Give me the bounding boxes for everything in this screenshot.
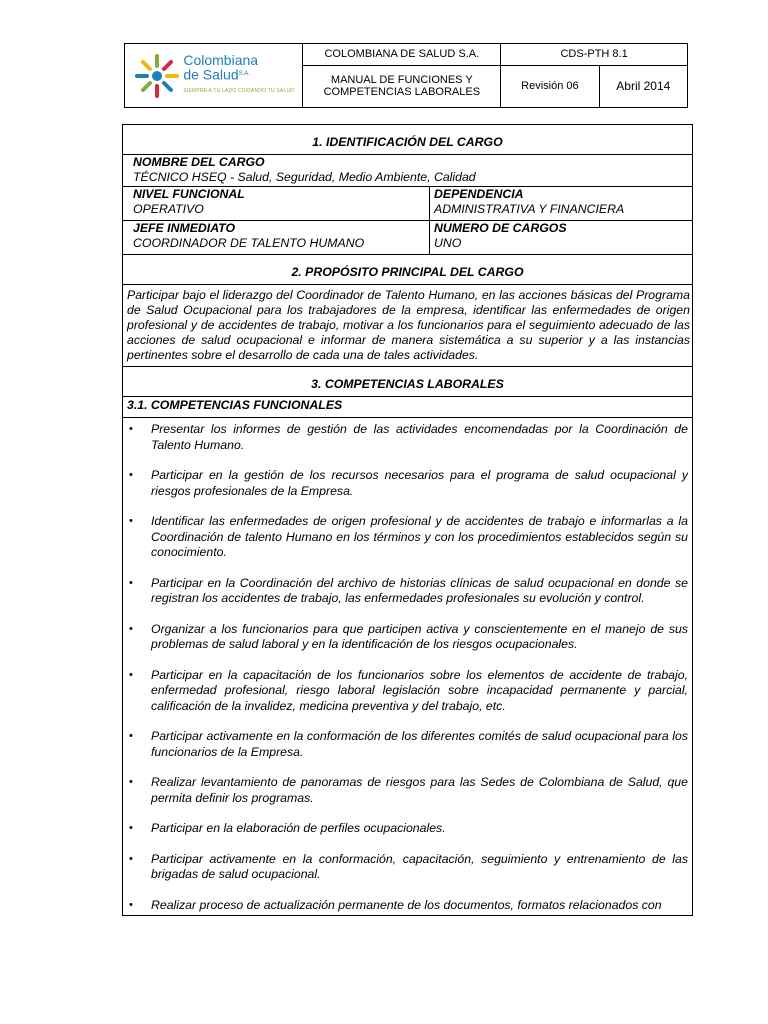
boss-label: JEFE INMEDIATO bbox=[133, 221, 236, 235]
list-item-text: Organizar a los funcionarios para que participen activa y conscientemente en el manejo de sus problemas de salud laboral y en la identificación de los riesgos ocupacionales. bbox=[151, 621, 688, 651]
count-value: UNO bbox=[434, 236, 462, 250]
list-item-text: Participar activamente en la conformación de los diferentes comités de salud ocupacional para los funcionarios de la Empresa. bbox=[151, 729, 688, 759]
bullet-icon: • bbox=[129, 852, 133, 865]
logo-suffix: S.A. bbox=[238, 71, 250, 78]
list-item bbox=[127, 622, 688, 653]
level-label: NIVEL FUNCIONAL bbox=[133, 187, 245, 201]
purpose-text: Participar bajo el liderazgo del Coordinador de Talento Humano, en las acciones básicas del Programa de Salud Ocupacional para los trabajadores de la empresa, identificar las enfermedades de origen profesional y de accidentes de trabajo, motivar a los funcionarios para el seguimiento adecuado de las acciones de salud ocupacional e informar de manera sistemática a su superior y a las instancias pertinentes sobre el desarrollo de cada una de tales actividades. bbox=[123, 285, 693, 367]
boss-value: COORDINADOR DE TALENTO HUMANO bbox=[133, 236, 365, 250]
bullet-icon: • bbox=[129, 622, 133, 635]
bullet-icon: • bbox=[129, 730, 133, 742]
dependency-label: DEPENDENCIA bbox=[434, 187, 524, 201]
competencies-list bbox=[127, 422, 688, 913]
logo-cell bbox=[125, 44, 303, 108]
list-item bbox=[127, 729, 688, 760]
section-purpose-title: 2. PROPÓSITO PRINCIPAL DEL CARGO bbox=[123, 255, 693, 285]
list-item bbox=[127, 576, 688, 607]
list-item bbox=[127, 821, 688, 837]
bullet-icon: • bbox=[129, 515, 133, 527]
document-header bbox=[124, 43, 688, 108]
logo-name-line1: Colombiana bbox=[183, 52, 259, 69]
revision-date: Abril 2014 bbox=[599, 65, 687, 107]
count-label: NUMERO DE CARGOS bbox=[434, 221, 567, 235]
bullet-icon: • bbox=[129, 576, 133, 589]
sun-logo-icon bbox=[133, 52, 181, 100]
list-item-text: Participar activamente en la conformación, capacitación, seguimiento y entrenamiento de las brigadas de salud ocupacional. bbox=[151, 851, 688, 881]
company-name: COLOMBIANA DE SALUD S.A. bbox=[303, 44, 501, 66]
list-item-text: Participar en la Coordinación del archivo de historias clínicas de salud ocupacional en donde se registran los accidentes de trabajo, las enfermedades profesionales su evolución y control. bbox=[151, 575, 688, 605]
bullet-icon: • bbox=[129, 469, 133, 481]
list-item-text: Realizar levantamiento de panoramas de riesgos para las Sedes de Colombiana de Salud, que permita definir los programas. bbox=[151, 775, 688, 805]
job-name-label: NOMBRE DEL CARGO bbox=[133, 155, 265, 169]
list-item bbox=[127, 422, 688, 453]
list-item bbox=[127, 468, 688, 499]
list-item bbox=[127, 775, 688, 806]
list-item-text: Realizar proceso de actualización permanente de los documentos, formatos relacionados con bbox=[151, 897, 662, 912]
dependency-value: ADMINISTRATIVA Y FINANCIERA bbox=[434, 202, 625, 216]
list-item-text: Presentar los informes de gestión de las actividades encomendadas por la Coordinación de Talento Humano. bbox=[151, 422, 688, 452]
list-item bbox=[127, 898, 688, 914]
list-item bbox=[127, 852, 688, 883]
logo-tagline: SIEMPRE A TU LADO CUIDANDO TU SALUD bbox=[183, 87, 295, 94]
revision-number: Revisión 06 bbox=[501, 65, 599, 107]
list-item-text: Participar en la elaboración de perfiles ocupacionales. bbox=[151, 821, 446, 835]
bullet-icon: • bbox=[129, 776, 133, 788]
company-logo bbox=[129, 52, 298, 100]
logo-name-line2: de Salud bbox=[183, 66, 239, 83]
job-description-table bbox=[122, 124, 693, 916]
list-item-text: Participar en la capacitación de los funcionarios sobre los elementos de accidente de trabajo, enfermedad profesional, riesgo laboral legislación sobre incapacidad permanente y parcial, calificación de la invalidez, medicina preventiva y del trabajo, etc. bbox=[151, 667, 688, 713]
manual-title: MANUAL DE FUNCIONES Y COMPETENCIAS LABORALES bbox=[303, 65, 501, 107]
bullet-icon: • bbox=[129, 668, 133, 681]
section-competencies-title: 3. COMPETENCIAS LABORALES bbox=[123, 367, 693, 397]
level-value: OPERATIVO bbox=[133, 202, 204, 216]
bullet-icon: • bbox=[129, 423, 133, 435]
section-identification-title: 1. IDENTIFICACIÓN DEL CARGO bbox=[123, 125, 693, 155]
document-code: CDS-PTH 8.1 bbox=[501, 44, 688, 66]
bullet-icon: • bbox=[129, 822, 133, 834]
functional-competencies-title: 3.1. COMPETENCIAS FUNCIONALES bbox=[123, 397, 693, 418]
list-item bbox=[127, 668, 688, 715]
list-item bbox=[127, 514, 688, 561]
bullet-icon: • bbox=[129, 898, 133, 911]
list-item-text: Identificar las enfermedades de origen profesional y de accidentes de trabajo e informarlas a la Coordinación de talento Humano en los términos y con los procedimientos establecidos según su conocimiento. bbox=[151, 514, 688, 559]
list-item-text: Participar en la gestión de los recursos necesarios para el programa de salud ocupacional y riesgos profesionales de la Empresa. bbox=[151, 468, 688, 498]
job-name-value: TÉCNICO HSEQ - Salud, Seguridad, Medio Ambiente, Calidad bbox=[133, 170, 476, 184]
